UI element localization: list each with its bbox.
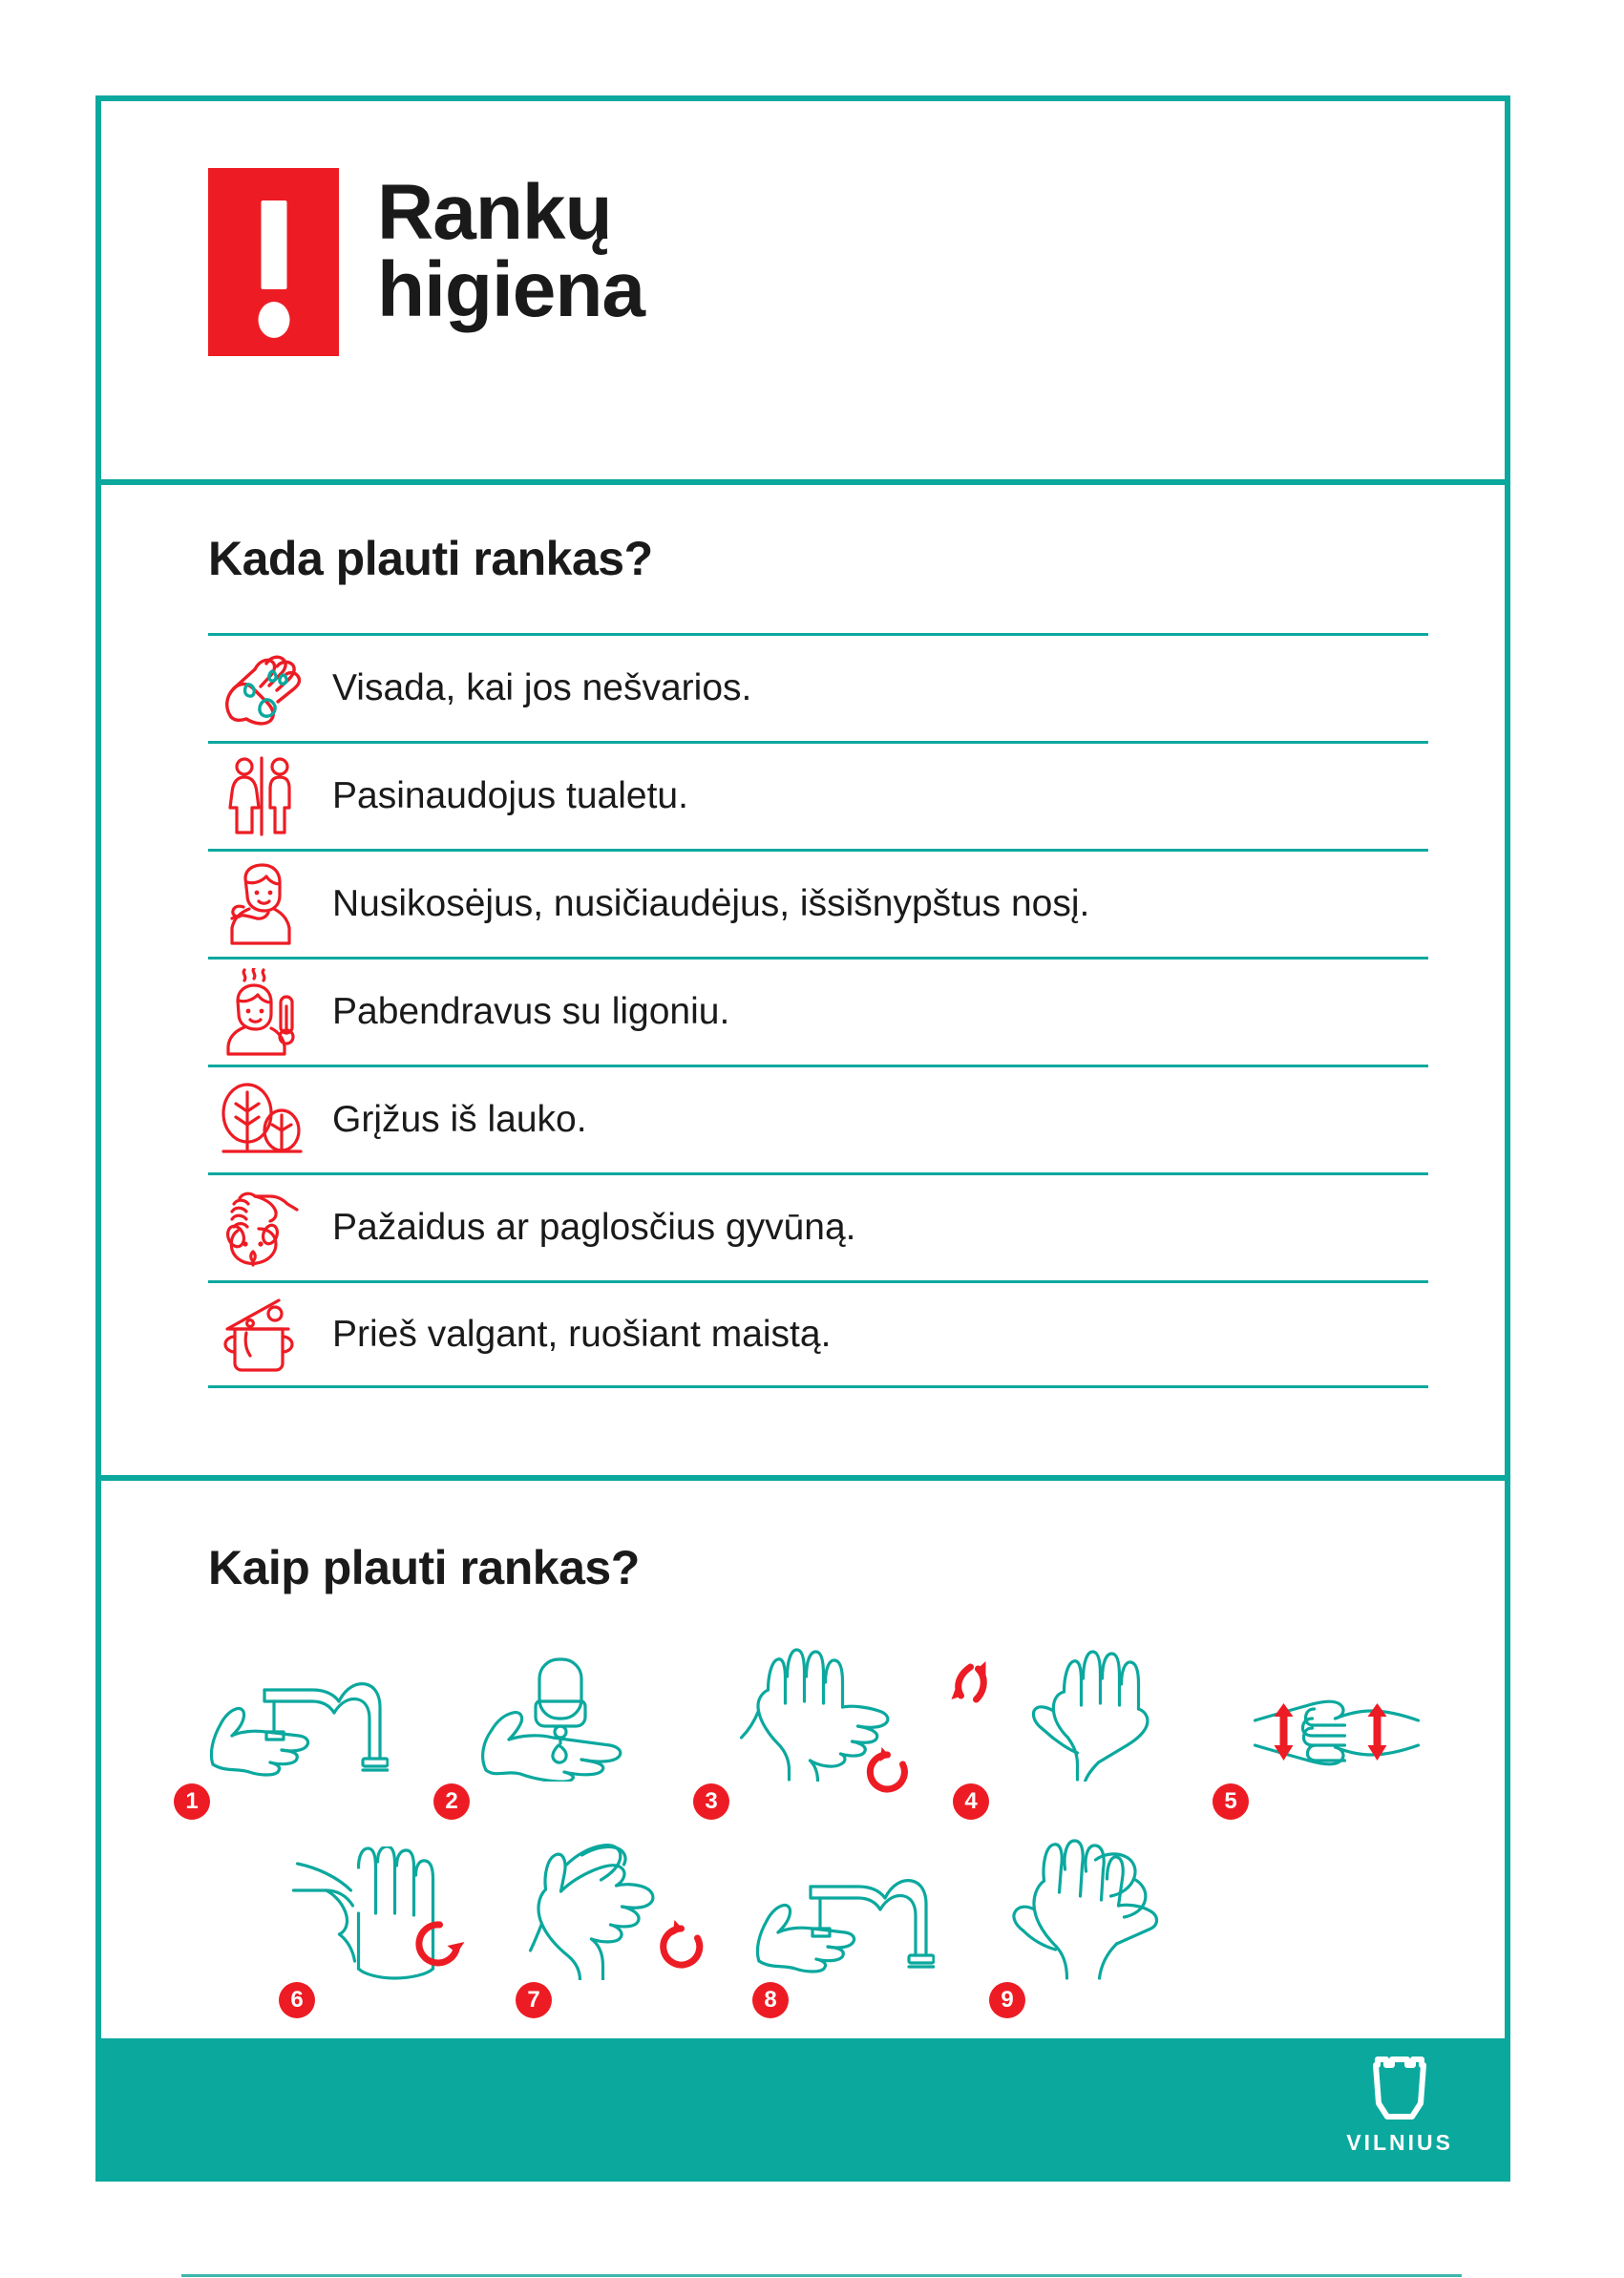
page-title-line2: higiena — [377, 246, 645, 334]
list-item-label: Grįžus iš lauko. — [332, 1099, 587, 1140]
step-number-badge: 8 — [752, 1982, 789, 2018]
palm-to-palm-icon — [734, 1648, 901, 1782]
dirty-hands-icon — [208, 644, 315, 732]
page-title-line1: Rankų — [377, 169, 612, 256]
dry-with-towel-icon — [1002, 1837, 1160, 1980]
poster-footer — [101, 2038, 1505, 2176]
list-item-label: Nusikosėjus, nusičiaudėjus, išsišnypštus nosį. — [332, 883, 1090, 924]
interlaced-fingers-icon — [1254, 1686, 1421, 1782]
step-7 — [489, 1837, 726, 2018]
cooking-pot-icon — [208, 1291, 315, 1379]
vilnius-logo — [1346, 2054, 1453, 2156]
steps-row-1 — [168, 1638, 1466, 1820]
how-to-wash-section — [101, 1481, 1505, 2176]
back-of-hands-icon — [994, 1648, 1161, 1782]
exclamation-mark-icon — [208, 168, 339, 356]
exclamation-dot — [258, 302, 289, 338]
step-5 — [1207, 1638, 1466, 1820]
list-item-label: Visada, kai jos nešvarios. — [332, 667, 752, 708]
list-item-label: Pažaidus ar paglosčius gyvūną. — [332, 1207, 856, 1248]
how-section-heading: Kaip plauti rankas? — [208, 1541, 640, 1594]
list-item — [208, 849, 1428, 957]
step-number-badge: 4 — [953, 1783, 989, 1820]
soap-dispenser-icon — [476, 1657, 639, 1782]
step-9 — [962, 1837, 1199, 2018]
list-item — [208, 1065, 1428, 1172]
step-4 — [947, 1638, 1207, 1820]
step-number-badge: 1 — [174, 1783, 210, 1820]
page-title — [377, 169, 645, 334]
exclamation-bar — [261, 200, 286, 289]
restroom-icon — [208, 752, 315, 840]
list-item — [208, 741, 1428, 849]
list-item — [208, 1280, 1428, 1388]
step-8 — [726, 1837, 962, 2018]
list-item-label: Pabendravus su ligoniu. — [332, 991, 730, 1032]
fingertips-in-palm-icon — [529, 1842, 686, 1980]
steps-grid — [168, 1638, 1466, 2018]
poster-frame — [95, 95, 1510, 2182]
list-item-label: Pasinaudojus tualetu. — [332, 775, 688, 816]
vilnius-castle-icon — [1370, 2054, 1429, 2124]
step-number-badge: 5 — [1213, 1783, 1249, 1820]
thumb-rotation-icon — [292, 1846, 450, 1980]
step-number-badge: 3 — [693, 1783, 729, 1820]
step-6 — [252, 1837, 489, 2018]
hand-under-faucet-icon — [207, 1677, 389, 1782]
header-content — [208, 168, 644, 356]
step-2 — [428, 1638, 687, 1820]
step-3 — [687, 1638, 947, 1820]
sick-person-icon — [208, 968, 315, 1056]
petting-animal-icon — [208, 1184, 315, 1272]
coughing-person-icon — [208, 860, 315, 948]
steps-row-2 — [168, 1820, 1466, 2018]
step-number-badge: 7 — [516, 1982, 552, 2018]
poster-header — [101, 101, 1505, 485]
list-item — [208, 1172, 1428, 1280]
when-to-wash-section — [101, 485, 1505, 1481]
step-number-badge: 6 — [279, 1982, 315, 2018]
step-number-badge: 9 — [989, 1982, 1025, 2018]
when-section-heading: Kada plauti rankas? — [208, 532, 653, 585]
list-item — [208, 633, 1428, 741]
step-1 — [168, 1638, 428, 1820]
when-list — [208, 633, 1428, 1388]
page-bottom-rule — [181, 2274, 1462, 2277]
list-item-label: Prieš valgant, ruošiant maistą. — [332, 1313, 832, 1355]
list-item — [208, 957, 1428, 1065]
step-number-badge: 2 — [433, 1783, 470, 1820]
trees-outdoors-icon — [208, 1076, 315, 1164]
rinse-under-faucet-icon — [753, 1873, 935, 1980]
vilnius-logo-text: VILNIUS — [1346, 2130, 1453, 2155]
